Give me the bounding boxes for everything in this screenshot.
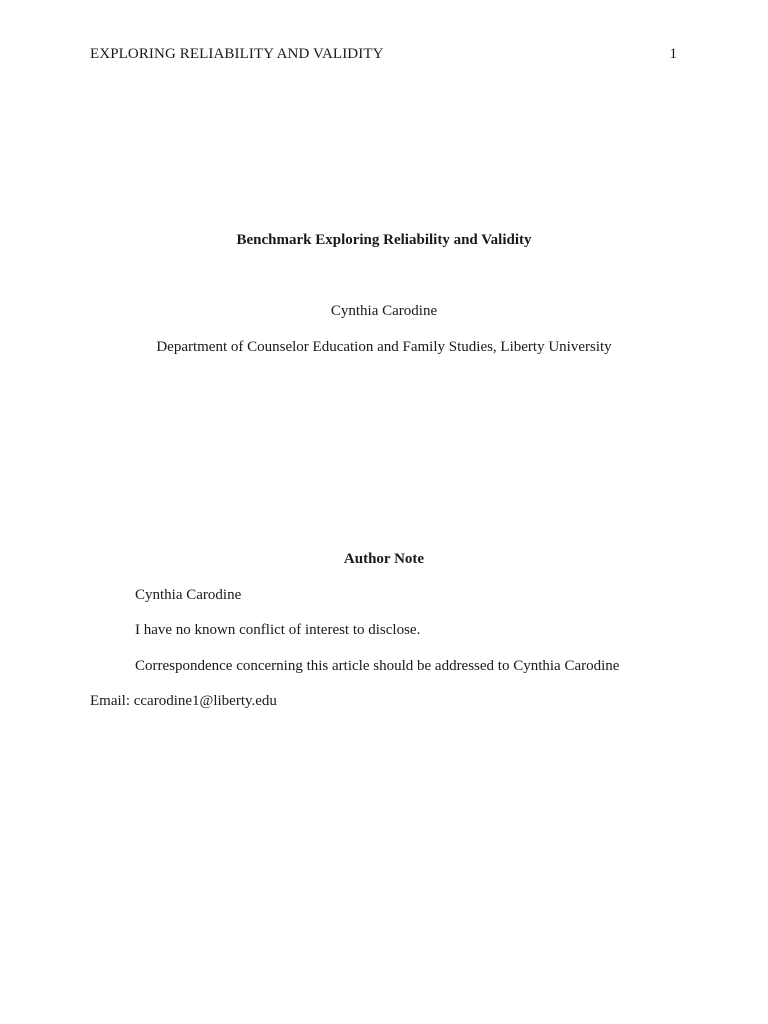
author-note-heading: Author Note <box>343 551 425 567</box>
author-note-conflict: I have no known conflict of interest to disclose. <box>135 622 421 638</box>
page-number: 1 <box>669 46 677 62</box>
author-note-correspondence: Correspondence concerning this article should be addressed to Cynthia Carodine <box>135 658 620 674</box>
author-name: Cynthia Carodine <box>330 303 438 319</box>
running-head: EXPLORING RELIABILITY AND VALIDITY <box>90 46 384 62</box>
author-affiliation: Department of Counselor Education and Family Studies, Liberty University <box>156 339 612 355</box>
author-note-name: Cynthia Carodine <box>135 587 242 603</box>
author-note-email: Email: ccarodine1@liberty.edu <box>90 693 277 709</box>
paper-title: Benchmark Exploring Reliability and Validity <box>236 232 532 248</box>
